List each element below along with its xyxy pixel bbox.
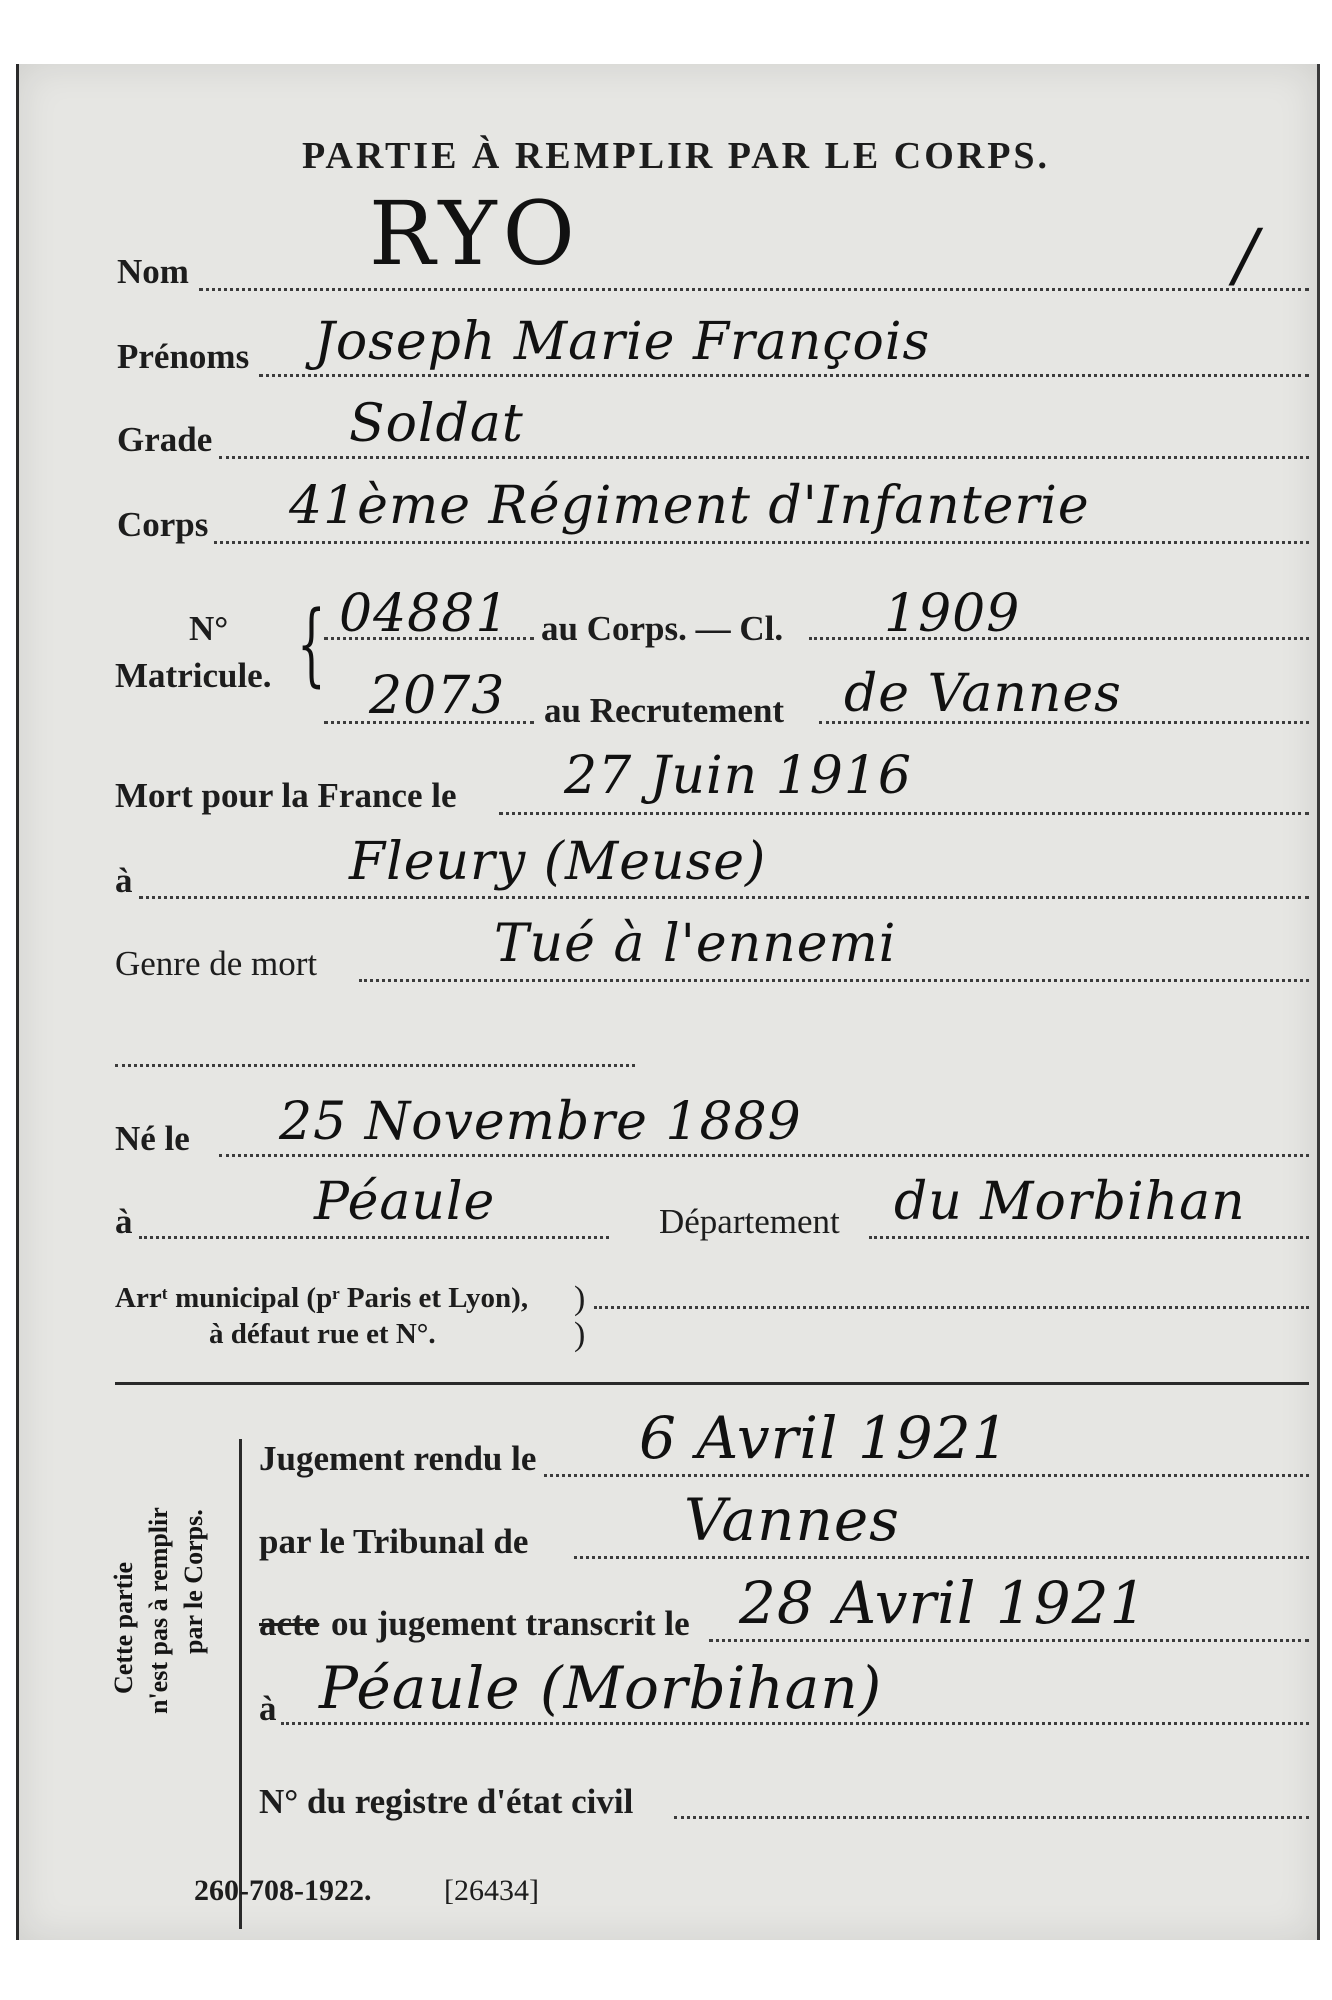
jugement-label: Jugement rendu le: [259, 1439, 537, 1478]
matricule-brace: {: [297, 592, 327, 697]
corps-dotted-line: [214, 541, 1309, 544]
tribunal-label: par le Tribunal de: [259, 1522, 529, 1561]
departement-value: du Morbihan: [894, 1172, 1246, 1232]
matricule-recrutement-value: 2073: [369, 666, 506, 726]
corps-label: Corps: [117, 505, 209, 544]
jugement-value: 6 Avril 1921: [639, 1404, 1010, 1472]
ne-a-label: à: [115, 1202, 133, 1241]
matricule-corps-value: 04881: [339, 584, 510, 644]
mort-value: 27 Juin 1916: [564, 746, 913, 806]
section-separator: [115, 1382, 1309, 1385]
transcrit-dotted-line: [709, 1639, 1309, 1642]
prenoms-label: Prénoms: [117, 337, 250, 376]
genre-value: Tué à l'ennemi: [494, 914, 897, 974]
registre-label: N° du registre d'état civil: [259, 1782, 634, 1821]
au-recrutement-label: au Recrutement: [544, 691, 785, 730]
matricule-label: Matricule.: [115, 656, 272, 695]
au-corps-label: au Corps. — Cl.: [541, 609, 784, 648]
side-text-line-1: Cette partie: [109, 1561, 138, 1694]
genre-dotted-line: [359, 979, 1309, 982]
recrutement-value: de Vannes: [844, 664, 1122, 724]
mort-lieu-value: Fleury (Meuse): [349, 832, 767, 892]
extra-dotted-line: [115, 1064, 635, 1067]
footer-ref: [26434]: [444, 1874, 539, 1907]
side-text-line-2: n'est pas à remplir: [144, 1507, 173, 1714]
ne-lieu-dotted-line: [139, 1236, 609, 1239]
form-header: PARTIE À REMPLIR PAR LE CORPS.: [302, 135, 1051, 177]
matricule-no-label: N°: [189, 609, 229, 648]
death-record-card: [16, 64, 1320, 1940]
lower-bracket-line: [239, 1439, 242, 1929]
transcrit-label: ou jugement transcrit le: [331, 1604, 690, 1643]
arr-label-2: à défaut rue et N°.: [209, 1318, 436, 1350]
arr-dotted-line: [594, 1306, 1309, 1309]
transcrit-lieu-dotted-line: [281, 1722, 1309, 1725]
ne-value: 25 Novembre 1889: [279, 1092, 802, 1152]
ne-label: Né le: [115, 1119, 190, 1158]
mort-label: Mort pour la France le: [115, 776, 457, 815]
nom-value: RYO: [369, 182, 581, 285]
genre-label: Genre de mort: [115, 944, 318, 983]
departement-label: Département: [659, 1202, 840, 1241]
transcrit-a-label: à: [259, 1689, 277, 1728]
tribunal-dotted-line: [574, 1556, 1309, 1559]
grade-value: Soldat: [349, 394, 524, 454]
corner-mark: /: [1234, 214, 1259, 296]
acte-struck-label: acte: [259, 1604, 320, 1643]
arr-brace-bottom: ): [574, 1316, 586, 1353]
jugement-dotted-line: [544, 1474, 1309, 1477]
grade-dotted-line: [219, 456, 1309, 459]
ne-lieu-value: Péaule: [314, 1172, 496, 1232]
transcrit-value: 28 Avril 1921: [739, 1569, 1148, 1637]
footer-code: 260-708-1922.: [194, 1874, 372, 1907]
registre-dotted-line: [674, 1816, 1309, 1819]
transcrit-lieu-value: Péaule (Morbihan): [319, 1654, 883, 1722]
mort-lieu-dotted-line: [139, 896, 1309, 899]
corps-value: 41ème Régiment d'Infanterie: [289, 476, 1090, 536]
ne-dotted-line: [219, 1154, 1309, 1157]
prenoms-value: Joseph Marie François: [314, 312, 931, 372]
mort-a-label: à: [115, 861, 133, 900]
mort-dotted-line: [499, 812, 1309, 815]
side-text-line-3: par le Corps.: [179, 1509, 208, 1654]
departement-dotted-line: [869, 1236, 1309, 1239]
classe-value: 1909: [884, 584, 1021, 644]
arr-brace-top: ): [574, 1280, 586, 1317]
prenoms-dotted-line: [259, 374, 1309, 377]
arr-label-1: Arrᵗ municipal (pʳ Paris et Lyon),: [115, 1282, 529, 1314]
nom-dotted-line: [199, 288, 1309, 291]
grade-label: Grade: [117, 420, 213, 459]
tribunal-value: Vannes: [684, 1486, 900, 1554]
nom-label: Nom: [117, 252, 189, 291]
